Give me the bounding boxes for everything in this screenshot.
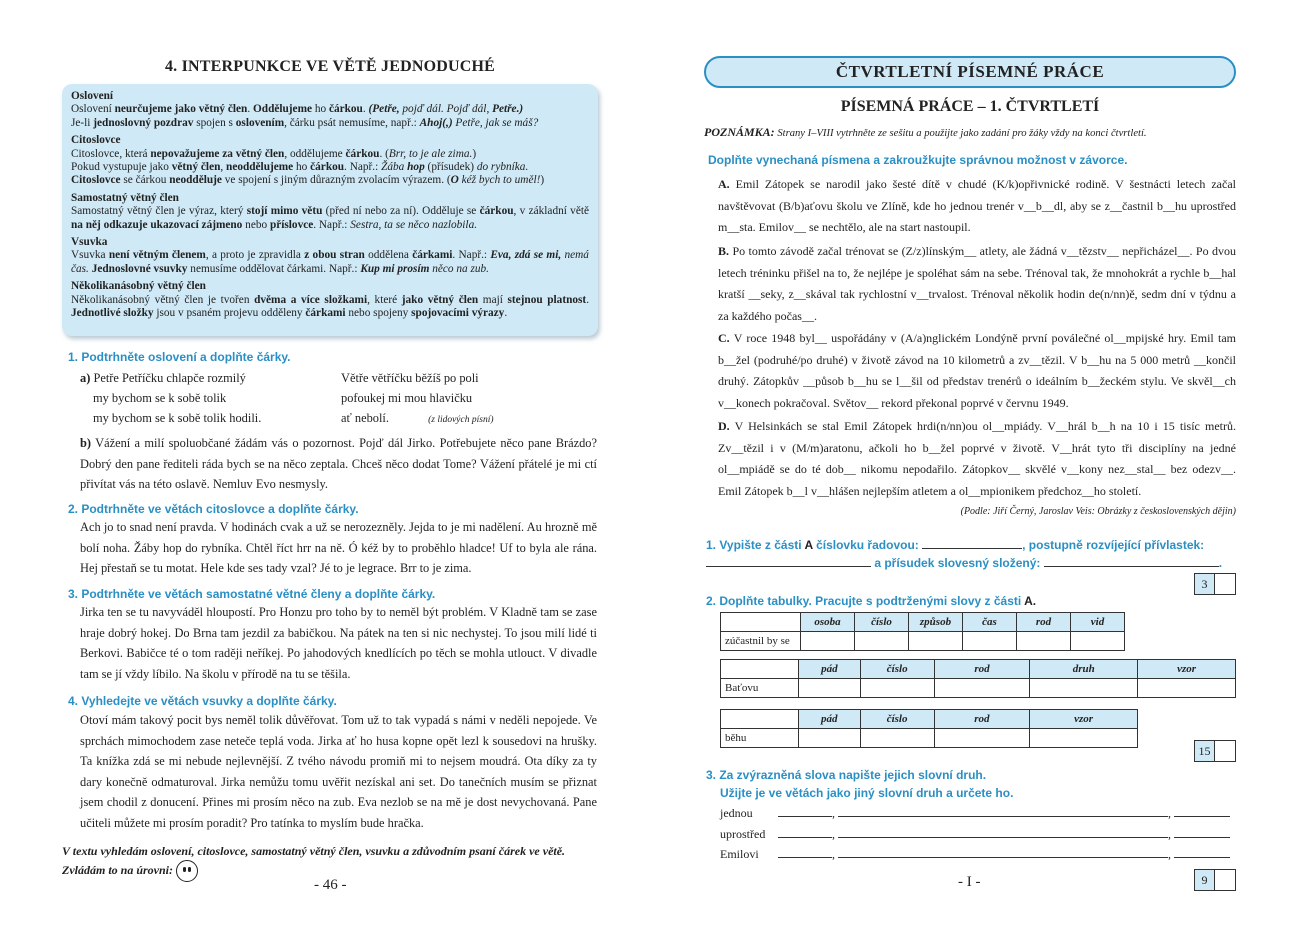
self-evaluation-text: V textu vyhledám oslovení, citoslovce, samostatný větný člen, vsuvku a zdůvodním psaní čárek ve větě. <box>62 844 566 858</box>
table-header: rod <box>934 660 1030 679</box>
score-input[interactable] <box>1215 573 1236 595</box>
task-2-heading: 2. Podtrhněte ve větách citoslovce a doplňte čárky. <box>68 502 359 516</box>
table-cell[interactable] <box>1030 679 1138 698</box>
paragraph-text: V Helsinkách se stal Emil Zátopek hrdi(n/nn)ou ol__mpiády. V__hrál b__h na 10 i 15 tisíc metrů. Zv__tězil i v (M/m)aratonu, ačkoli ho b__žel poprvé v životě. V__hrát tyto tři disciplíny na jedné ol__mpiádě se do té dob__ nikomu nepodařilo. Zátopkov__ skvělé v__kony nez__stal__ bez odezv__. Emil Zátopek b__l v__hlášen nejlepším atletem a ol__mpionikem předchoz__ho století. <box>718 419 1236 498</box>
table-header: vid <box>1071 613 1125 632</box>
table-header: číslo <box>860 710 934 729</box>
task-1-heading: 1. Podtrhněte oslovení a doplňte čárky. <box>68 350 291 364</box>
score-max: 9 <box>1194 869 1215 891</box>
table-row-label: zúčastnil by se <box>721 632 801 651</box>
paragraph-label: D. <box>718 419 730 433</box>
answer-line[interactable] <box>1044 555 1219 567</box>
poem-right <box>341 368 494 430</box>
page-number: - 46 - <box>314 877 347 893</box>
poem-line: my bychom se k sobě tolik hodili. <box>93 411 262 425</box>
question-1: 1. Vypište z části A číslovku řadovou: , postupně rozvíjející přívlastek: a přísudek slovesný složený: . <box>706 538 1223 570</box>
a-label: a) <box>80 371 91 385</box>
theory-box <box>62 84 598 336</box>
table-header-empty <box>721 660 799 679</box>
paragraph-d <box>718 416 1236 502</box>
answer-line[interactable] <box>706 555 871 567</box>
theory-text: Několikanásobný větný člen je tvořen dvěma a více složkami, které jako větný člen mají stejnou platnost. Jednotlivé složky jsou v psaném projevu odděleny čárkami nebo spojeny spojovacími výrazy. <box>71 293 590 320</box>
table-cell[interactable] <box>1071 632 1125 651</box>
paragraph-text: Po tomto závodě začal trénovat se (Z/z)línským__ atlety, ale žádná v__tězstv__ nepřicházel__. Po dvou letech tréninku přišel na to, že nejlépe je spoléhat sám na sebe. Trénoval tak, že mnohokrát a rychle b__hal kratší __seky, z__skával tak rychlostní v__trvalost. Trénoval několik hodin de(n/nn)ě, sedm dní v týdnu a za každého počas__. <box>718 244 1237 323</box>
page-title: 4. INTERPUNKCE VE VĚTĚ JEDNODUCHÉ <box>164 58 496 75</box>
self-evaluation-level <box>62 860 198 882</box>
poem-left <box>80 368 261 428</box>
table-cell[interactable] <box>798 679 860 698</box>
score-box-q3 <box>1194 869 1236 891</box>
score-max: 15 <box>1194 740 1215 762</box>
theory-text: Samostatný větný člen je výraz, který stojí mimo větu (před ní nebo za ní). Odděluje se čárkou, v základní větě na něj odkazuje ukazovací zájmeno nebo příslovce. Např.: Sestra, ta se něco nazlobila. <box>71 205 589 231</box>
table-header: druh <box>1030 660 1138 679</box>
paragraph-b <box>718 241 1236 327</box>
score-max: 3 <box>1194 573 1215 595</box>
question-2-heading <box>706 592 1036 610</box>
paragraph-text: V roce 1948 byl__ uspořádány v (A/a)nglickém Londýně první poválečné ol__mpijské hry. Emil tam b__žel (podruhé/po druhé) v životě závod na 10 kilometrů a zv__tězil. V b__hu na 5 000 metrů __končil druhý. Zátopkův __působ b__hu se l__šil od představ trenérů o ideálním b__žeckém stylu. Ve skvěl__ch v__konech pokračoval. Světov__ rekord překonal poprvé v červnu 1949. <box>718 331 1236 410</box>
poem-source: (z lidových písní) <box>428 415 494 425</box>
table-header: vzor <box>1138 660 1236 679</box>
table-cell[interactable] <box>1017 632 1071 651</box>
q1-part: A <box>804 538 813 552</box>
table-header: pád <box>798 710 860 729</box>
answer-line[interactable] <box>838 805 1168 817</box>
theory-heading-nekolikanasobny: Několikanásobný větný člen <box>71 280 206 293</box>
table-header: vzor <box>1030 710 1138 729</box>
q3-word: uprostřed <box>720 826 766 841</box>
q3-word: jednou <box>720 806 753 820</box>
table-header: číslo <box>860 660 934 679</box>
page-number: - I - <box>958 874 981 890</box>
q1-text: , postupně rozvíjející přívlastek: <box>1022 538 1205 552</box>
table-verb <box>720 612 1125 651</box>
table-cell[interactable] <box>860 729 934 748</box>
table-noun <box>720 659 1236 698</box>
table-header: číslo <box>855 613 909 632</box>
table-cell[interactable] <box>963 632 1017 651</box>
q2-part: A. <box>1024 594 1037 608</box>
poem-line: Petře Petříčku chlapče rozmilý <box>93 371 246 385</box>
q3-line: Užijte je ve větách jako jiný slovní druh a určete ho. <box>720 786 1014 800</box>
poem-line: ať nebolí. <box>341 411 389 425</box>
answer-line[interactable] <box>838 846 1168 858</box>
table-cell[interactable] <box>1030 729 1138 748</box>
table-cell[interactable] <box>798 729 860 748</box>
table-cell[interactable] <box>1138 679 1236 698</box>
table-row-label: Baťovu <box>721 679 799 698</box>
theory-text: Vsuvka není větným členem, a proto je zpravidla z obou stran oddělena čárkami. Např.: Eva, zdá se mi, nemá čas. Jednoslovné vsuvky nemusíme oddělovat čárkami. Např.: Kup mi prosím něco na zub. <box>71 249 589 275</box>
task-4-text: Otoví mám takový pocit bys neměl tolik důvěřovat. Tom už to tak vypadá s námi v neděli nepojede. Ve sprchách mimochodem zase neteče teplá voda. Jirka ať ho husa kopne opět lezl k sousedovi na hrušky. Ta knížka zdá se mi nebude nejlevnější. Z tvého návodu promiň mi to nejsem moudrá. Ota díky za ty dary konečně odmaturoval. Jirka nemůžu tomu uvěřit nezískal ani set. Do tanečních musím se přiznat jsem chodil z donucení. Přines mi prosím něco na zub. Eva nezlob se na mě je dost nevychovaná. Pane učiteli můžete mi prosím poradit? Pro tatínka to myslím bude hračka. <box>80 713 597 830</box>
answer-line[interactable] <box>778 826 832 838</box>
table-header: pád <box>798 660 860 679</box>
answer-line[interactable] <box>1174 826 1230 838</box>
poem-line: Větře větříčku běžíš po poli <box>341 371 479 385</box>
q3-word: Emilovi <box>720 847 759 861</box>
table-cell[interactable] <box>801 632 855 651</box>
question-3-heading <box>706 766 1013 802</box>
paragraph-label: A. <box>718 177 730 191</box>
answer-line[interactable] <box>778 805 832 817</box>
paragraph-c <box>718 328 1236 414</box>
q3-line: 3. Za zvýrazněná slova napište jejich slovní druh. <box>706 768 987 782</box>
note-label: POZNÁMKA: <box>704 125 775 139</box>
table-header-empty <box>721 613 801 632</box>
poem-line: my bychom se k sobě tolik <box>93 391 227 405</box>
q1-text: a přísudek slovesný složený: <box>874 556 1041 570</box>
answer-line[interactable] <box>838 826 1168 838</box>
self-level-label: Zvládám to na úrovni: <box>62 862 174 877</box>
table-header: rod <box>934 710 1030 729</box>
task-3-text: Jirka ten se tu navyváděl hloupostí. Pro Honzu pro toho by to neměl být problém. V Kladně tam se zase hraje dobrý hokej. Do Brna tam jezdil za babičkou. Na pátek na ten si nic nechystej. To jsou milí lidé ti Berkovi. Babičce té o tom raději neříkej. Po jahodových knedlících po těch se mohla utlouct. V divadle tam se jí vždy líbilo. Na školu v přírodě na tu se těšila. <box>80 605 597 681</box>
task-3-heading: 3. Podtrhněte ve větách samostatné větné členy a doplňte čárky. <box>68 587 436 601</box>
score-box-q1 <box>1194 573 1236 595</box>
score-input[interactable] <box>1215 869 1236 891</box>
score-box-q2 <box>1194 740 1236 762</box>
left-page <box>60 0 600 933</box>
score-input[interactable] <box>1215 740 1236 762</box>
answer-line[interactable] <box>922 537 1022 549</box>
theory-text: Oslovení neurčujeme jako větný člen. Oddělujeme ho čárkou. (Petře, pojď dál. Pojď dál, Petře.) Je-li jednoslovný pozdrav spojen s oslovením, čárku psát nemusíme, např.: Ahoj(,) Petře, jak se máš? <box>71 103 539 129</box>
table-noun-2 <box>720 709 1138 748</box>
table-header: osoba <box>801 613 855 632</box>
table-cell[interactable] <box>934 679 1030 698</box>
table-cell[interactable] <box>860 679 934 698</box>
right-page <box>700 0 1240 933</box>
table-header: rod <box>1017 613 1071 632</box>
theory-heading-citoslovce: Citoslovce <box>71 134 121 147</box>
theory-heading-samostatny: Samostatný větný člen <box>71 191 179 204</box>
table-row-label: běhu <box>721 729 799 748</box>
task-1b-text <box>80 433 597 495</box>
section-banner: ČTVRTLETNÍ PÍSEMNÉ PRÁCE <box>704 56 1236 88</box>
q2-text: 2. Doplňte tabulky. Pracujte s podtrženými slovy z části <box>706 594 1022 608</box>
note-text: Strany I–VIII vytrhněte ze sešitu a použijte jako zadání pro žáky vždy na konci čtvrtletí. <box>777 128 1147 139</box>
paragraph-text: Emil Zátopek se narodil jako šesté dítě v chudé (K/k)opřivnické rodině. V šestnácti letech začal navštěvovat (B/b)aťovu školu ve Zlíně, kde ho jednou trenér v__b__dl, aby se z__častnil b__hu uprostřed m__sta. Emilov__ se nechtělo, ale na start nastoupil. <box>718 177 1236 235</box>
instruction: Doplňte vynechaná písmena a zakroužkujte správnou možnost v závorce. <box>708 153 1128 167</box>
theory-text: Citoslovce, která nepovažujeme za větný člen, oddělujeme čárkou. (Brr, to je ale zima.) Pokud vystupuje jako větný člen, neoddělujeme ho čárkou. Např.: Žába hop (přísudek) do rybníka. Citoslovce se čárkou neodděluje ve spojení s jiným důrazným zvolacím výrazem. (O kéž bych to uměl!) <box>71 147 545 187</box>
paragraph-a <box>718 174 1236 239</box>
q3-answers: jednou , , uprostřed , , Emilovi , , <box>720 803 1236 865</box>
b-label: b) <box>80 436 92 450</box>
citation: (Podle: Jiří Černý, Jaroslav Veis: Obrázky z československých dějin) <box>960 506 1236 517</box>
answer-line[interactable] <box>1174 805 1230 817</box>
theory-heading-osloveni: Oslovení <box>71 90 114 102</box>
table-cell[interactable] <box>934 729 1030 748</box>
task-1b-body: Vážení a milí spoluobčané žádám vás o pozornost. Pojď dál Jirko. Potřebujete něco pane Brázdo? Dobrý den pane řediteli ráda bych se na něco zeptala. Chceš něco dodat Tome? Vážení přátelé je mi ctí přivítat vás na této oslavě. Nemluv Evo nesmysly. <box>80 436 598 491</box>
task-2-text: Ach jo to snad není pravda. V hodinách cvak a už se nerozezněly. Jejda to je mi nadělení. Au hrozně mě bolí noha. Žáby hop do rybníka. Chtěl říct hrr na ně. Ó kéž by to proběhlo hladce! Uf to byla ale rána. Hej přestaň se tu motat. Hele kde ses tady vzal? Jé to je legrace. Brr to je zima. <box>80 520 597 575</box>
paragraph-label: B. <box>718 244 730 258</box>
answer-line[interactable] <box>1174 846 1230 858</box>
paragraph-label: C. <box>718 331 730 345</box>
table-cell[interactable] <box>855 632 909 651</box>
answer-line[interactable] <box>778 846 832 858</box>
q1-text: 1. Vypište z části <box>706 538 802 552</box>
theory-heading-vsuvka: Vsuvka <box>71 236 108 249</box>
smiley-face-icon <box>176 860 198 882</box>
table-cell[interactable] <box>909 632 963 651</box>
page-subtitle: PÍSEMNÁ PRÁCE – 1. ČTVRTLETÍ <box>840 98 1100 115</box>
poem-line: pofoukej mi mou hlavičku <box>341 391 473 405</box>
table-header: čas <box>963 613 1017 632</box>
note <box>704 125 1240 140</box>
table-header-empty <box>721 710 799 729</box>
table-header: způsob <box>909 613 963 632</box>
q1-text: číslovku řadovou: <box>816 538 919 552</box>
task-4-heading: 4. Vyhledejte ve větách vsuvky a doplňte čárky. <box>68 694 337 708</box>
